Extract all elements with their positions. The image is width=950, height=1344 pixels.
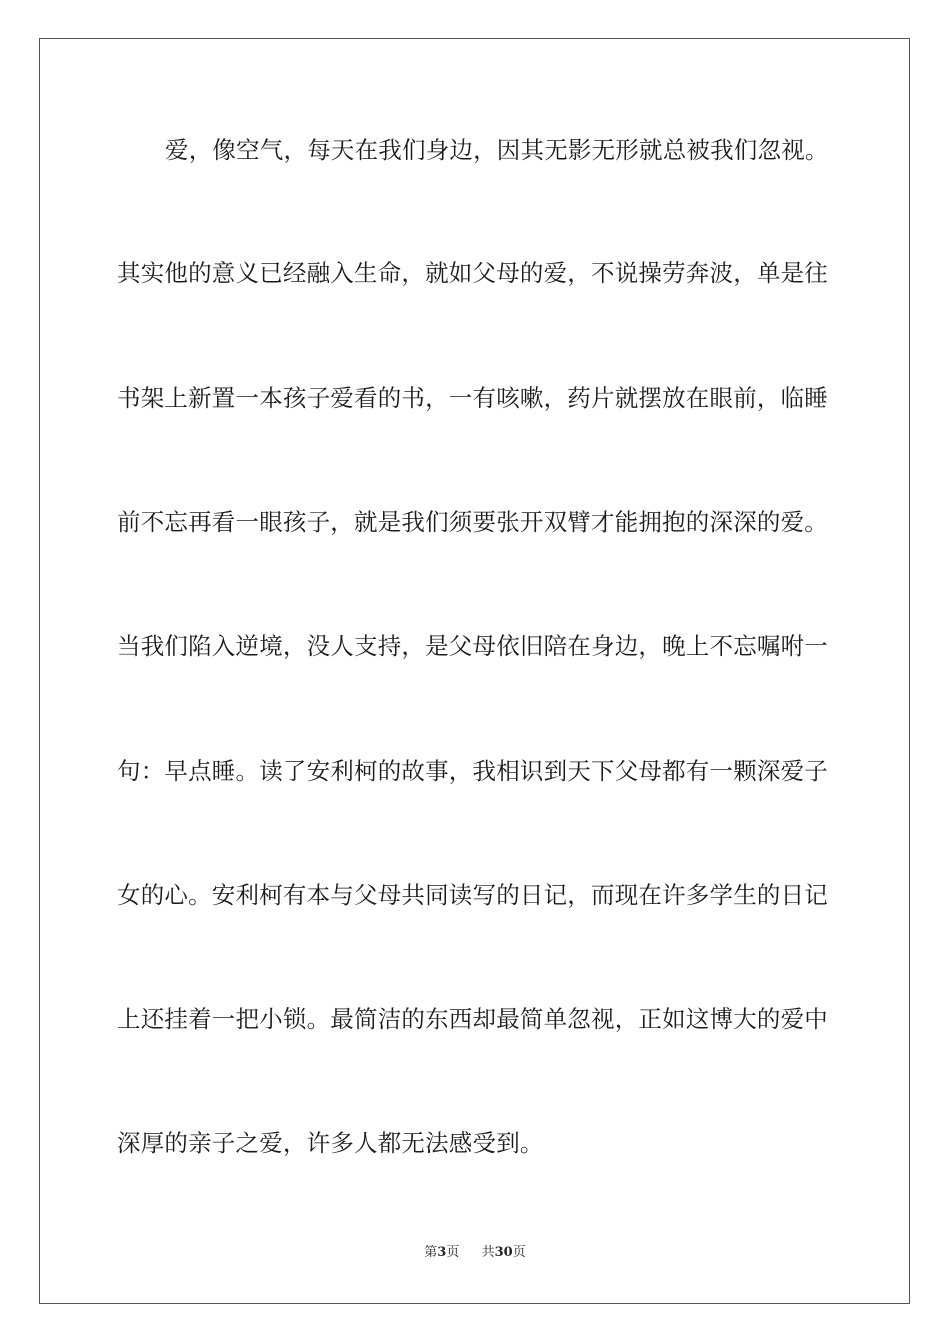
text-line-3: 书架上新置一本孩子爱看的书，一有咳嗽，药片就摆放在眼前，临睡 <box>117 384 828 412</box>
footer-total-prefix: 共 <box>481 1245 495 1260</box>
text-line-8: 上还挂着一把小锁。最简洁的东西却最简单忽视，正如这博大的爱中 <box>117 1005 828 1033</box>
text-line-5: 当我们陷入逆境，没人支持，是父母依旧陪在身边，晚上不忘嘱咐一 <box>117 632 828 660</box>
footer-total-suffix: 页 <box>512 1245 526 1260</box>
footer-page-number: 3 <box>437 1245 447 1260</box>
text-line-2: 其实他的意义已经融入生命，就如父母的爱，不说操劳奔波，单是往 <box>117 259 828 287</box>
text-line-7: 女的心。安利柯有本与父母共同读写的日记，而现在许多学生的日记 <box>117 881 828 909</box>
text-line-1: 爱，像空气，每天在我们身边，因其无影无形就总被我们忽视。 <box>165 136 829 164</box>
footer-page-suffix: 页 <box>446 1245 460 1260</box>
footer-page-prefix: 第 <box>424 1245 438 1260</box>
footer-total-pages: 30 <box>494 1245 513 1260</box>
page-footer <box>0 1244 950 1262</box>
text-line-6: 句：早点睡。读了安利柯的故事，我相识到天下父母都有一颗深爱子 <box>117 757 828 785</box>
text-line-9: 深厚的亲子之爱，许多人都无法感受到。 <box>117 1129 544 1157</box>
page-border <box>39 38 910 1304</box>
text-line-4: 前不忘再看一眼孩子，就是我们须要张开双臂才能拥抱的深深的爱。 <box>117 508 828 536</box>
